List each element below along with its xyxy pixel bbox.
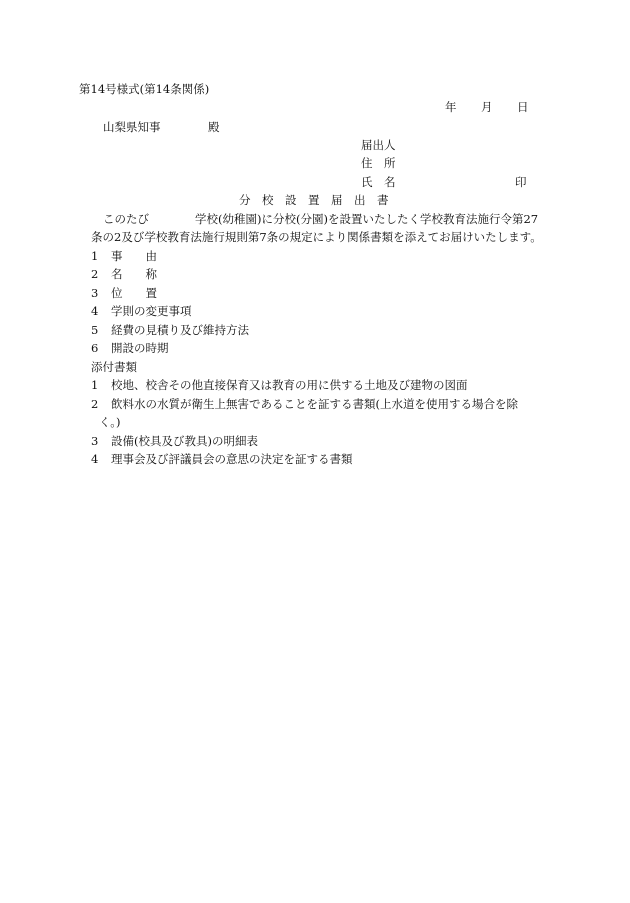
attachment-number: 4	[91, 452, 99, 466]
list-item	[91, 323, 249, 337]
item-number: 6	[91, 341, 99, 355]
attachment-item	[91, 378, 468, 392]
attachment-text: 校地、校舎その他直接保育又は教育の用に供する土地及び建物の図面	[111, 378, 468, 392]
attachment-number: 3	[91, 434, 99, 448]
item-number: 2	[91, 267, 99, 281]
item-label: 学則の変更事項	[111, 304, 192, 318]
attachment-item	[91, 452, 353, 466]
date-month: 月	[481, 100, 493, 114]
attachment-item	[91, 397, 518, 411]
item-number: 3	[91, 286, 99, 300]
item-label: 開設の時期	[111, 341, 169, 355]
item-label: 経費の見積り及び維持方法	[111, 323, 249, 337]
form-label: 第14号様式(第14条関係)	[79, 82, 210, 96]
seal-mark: 印	[515, 175, 527, 189]
attachment-text: 理事会及び評議員会の意思の決定を証する書類	[111, 452, 353, 466]
applicant-address-label: 住 所	[361, 156, 396, 170]
list-item	[91, 267, 157, 281]
attachment-item	[91, 434, 258, 448]
list-item	[91, 286, 157, 300]
list-item	[91, 304, 192, 318]
attachments-heading: 添付書類	[91, 360, 137, 374]
attachment-continuation	[99, 415, 121, 429]
attachment-number: 1	[91, 378, 99, 392]
applicant-name-label: 氏 名	[361, 175, 396, 189]
item-number: 4	[91, 304, 99, 318]
addressee-honorific: 殿	[208, 120, 220, 134]
attachment-text: 設備(校具及び教具)の明細表	[111, 434, 258, 448]
item-number: 1	[91, 249, 99, 263]
attachment-number: 2	[91, 397, 99, 411]
list-item	[91, 341, 169, 355]
item-label: 事 由	[111, 249, 157, 263]
applicant-heading: 届出人	[361, 138, 396, 152]
addressee-name: 山梨県知事	[103, 120, 161, 134]
document-title: 分 校 設 置 届 出 書	[239, 193, 389, 207]
attachment-text: 飲料水の水質が衛生上無害であることを証する書類(上水道を使用する場合を除	[111, 397, 518, 411]
date-day: 日	[517, 100, 529, 114]
body-text-line-1: このたび 学校(幼稚園)に分校(分園)を設置いたしたく学校教育法施行令第27	[103, 212, 539, 226]
body-text-line-2: 条の2及び学校教育法施行規則第7条の規定により関係書類を添えてお届けいたします。	[91, 230, 542, 244]
date-year: 年	[445, 100, 457, 114]
list-item	[91, 249, 157, 263]
attachment-text: く。)	[99, 415, 121, 429]
item-label: 位 置	[111, 286, 157, 300]
item-label: 名 称	[111, 267, 157, 281]
item-number: 5	[91, 323, 99, 337]
